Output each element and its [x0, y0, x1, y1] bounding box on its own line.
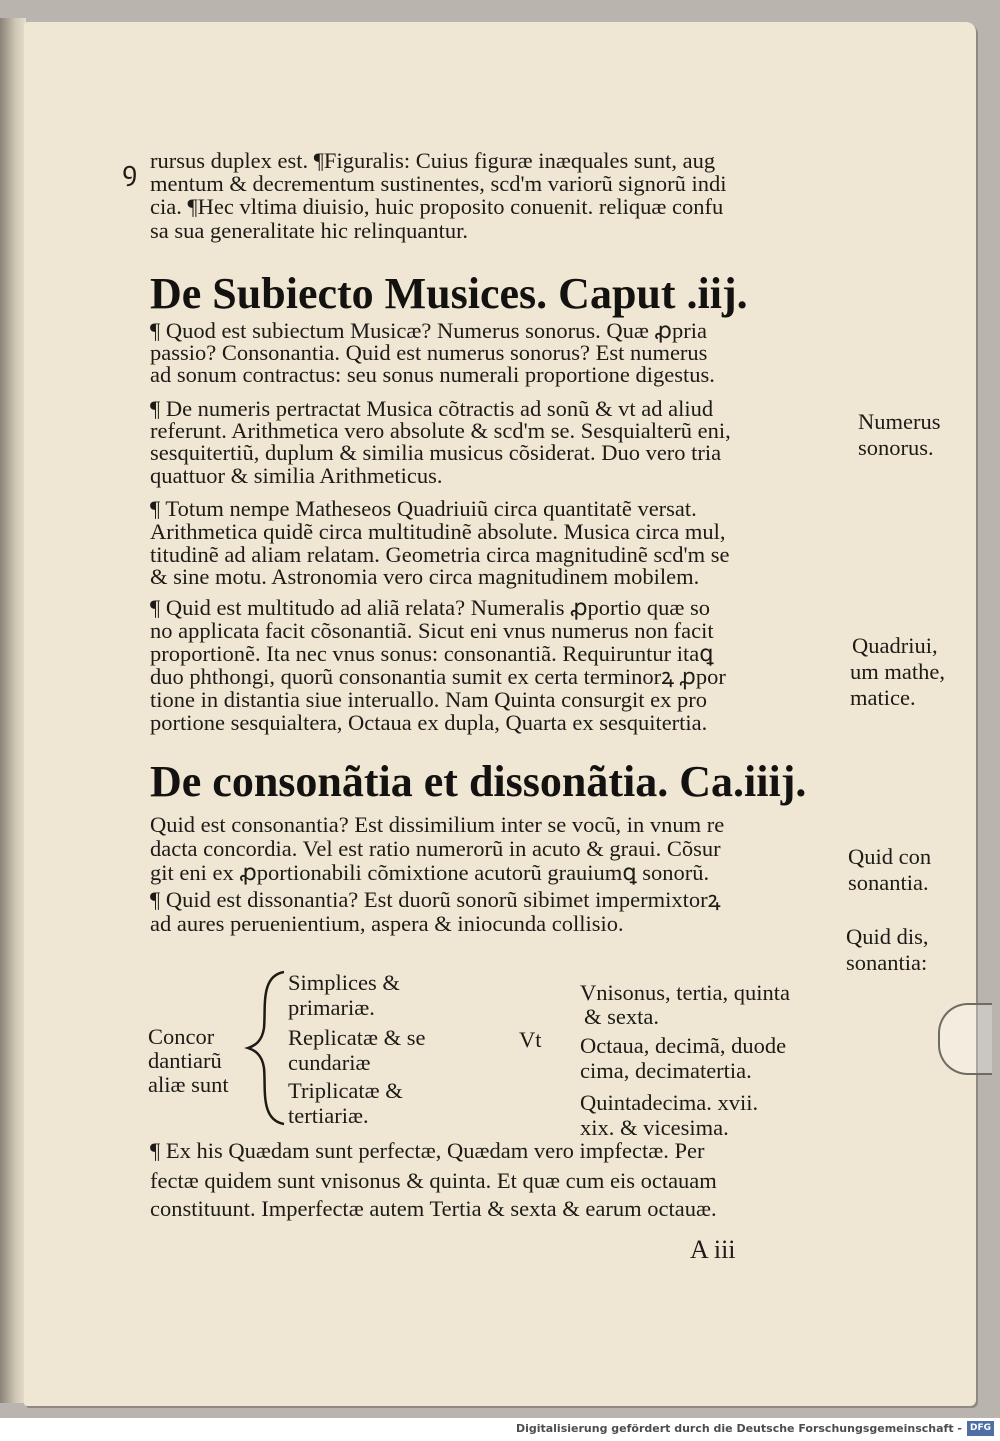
- margin-quadriuium-1: Quadriui,: [852, 633, 938, 658]
- s1-line-4: ¶ De numeris pertractat Musica cõtractis ad sonũ & vt ad aliud: [150, 396, 714, 421]
- table-right-3: Octaua, decimã, duode: [580, 1033, 787, 1058]
- table-vt: Vt: [519, 1027, 542, 1052]
- s3-line-2: fectæ quidem sunt vnisonus & quinta. Et quæ cum eis octauam: [150, 1168, 717, 1193]
- s1-line-10: titudinẽ ad aliam relatam. Geometria circa magnitudinẽ scd'm se: [150, 542, 730, 567]
- s2-line-5: ad aures peruenientium, aspera & iniocunda collisio.: [150, 911, 624, 936]
- chapter-heading-3: De Subiecto Musices. Caput .iij.: [150, 269, 748, 318]
- s1-line-17: portione sesquialtera, Octaua ex dupla, Quarta ex sesquitertia.: [150, 710, 708, 735]
- s2-line-3: git eni ex ꝓportionabili cõmixtione acutorũ grauiumꝗ sonorũ.: [150, 860, 710, 885]
- table-left-3: aliæ sunt: [148, 1072, 229, 1097]
- footer-bar: [0, 1418, 1000, 1441]
- top-left-mark: ꝯ: [122, 157, 138, 186]
- page-clip: [938, 1003, 992, 1075]
- page-signature: A iii: [690, 1235, 736, 1264]
- table-left-2: dantiarũ: [148, 1048, 222, 1073]
- s1-line-1: ¶ Quod est subiectum Musicæ? Numerus sonorus. Quæ ꝓpria: [150, 318, 707, 343]
- table-mid-6: tertiariæ.: [288, 1103, 369, 1128]
- margin-consonantia-2: sonantia.: [848, 870, 929, 895]
- table-right-1: Vnisonus, tertia, quinta: [580, 980, 790, 1005]
- top-line-1: rursus duplex est. ¶Figuralis: Cuius figuræ inæquales sunt, aug: [150, 148, 716, 173]
- footer-credit: Digitalisierung gefördert durch die Deutsche Forschungsgemeinschaft -: [515, 1422, 962, 1435]
- table-mid-1: Simplices &: [288, 970, 400, 995]
- s2-line-2: dacta concordia. Vel est ratio numerorũ in acuto & graui. Cõsur: [150, 836, 721, 861]
- dfg-logo: DFG: [967, 1421, 994, 1436]
- margin-quadriuium-2: um mathe,: [850, 659, 945, 684]
- table-right-2: & sexta.: [584, 1004, 659, 1029]
- s1-line-13: no applicata facit cõsonantiã. Sicut eni vnus numerus non facit: [150, 618, 714, 643]
- chapter-heading-4: De consonãtia et dissonãtia. Ca.iiij.: [150, 757, 807, 806]
- top-line-3: cia. ¶Hec vltima diuisio, huic proposito conuenit. reliquæ confu: [150, 194, 724, 219]
- s2-line-1: Quid est consonantia? Est dissimilium inter se vocũ, in vnum re: [150, 812, 725, 837]
- margin-dissonantia-1: Quid dis,: [846, 924, 929, 949]
- s1-line-7: quattuor & similia Arithmeticus.: [150, 463, 443, 488]
- s1-line-5: referunt. Arithmetica vero absolute & scd'm se. Sesquialterũ eni,: [150, 418, 731, 443]
- s1-line-15: duo phthongi, quorũ consonantia sumit ex certa terminorꝝ ꝓpor: [150, 664, 726, 689]
- s1-line-8: ¶ Totum nempe Matheseos Quadriuiũ circa quantitatẽ versat.: [150, 496, 697, 521]
- table-left-1: Concor: [148, 1024, 215, 1049]
- s1-line-14: proportionẽ. Ita nec vnus sonus: consonantiã. Requiruntur itaꝗ: [150, 641, 714, 666]
- margin-numerus-1: Numerus: [858, 409, 941, 434]
- left-brace: [244, 968, 288, 1128]
- top-line-2: mentum & decrementum sustinentes, scd'm variorũ signorũ indi: [150, 171, 727, 196]
- s1-line-6: sesquitertiũ, duplum & similia musicus cõsiderat. Duo vero tria: [150, 440, 722, 465]
- s1-line-9: Arithmetica quidẽ circa multitudinẽ absolute. Musica circa mul,: [150, 519, 726, 544]
- s3-line-1: ¶ Ex his Quædam sunt perfectæ, Quædam vero impfectæ. Per: [150, 1138, 705, 1163]
- s1-line-16: tione in distantia siue interuallo. Nam Quinta consurgit ex pro: [150, 687, 707, 712]
- top-line-4: sa sua generalitate hic relinquantur.: [150, 218, 468, 243]
- s3-line-3: constituunt. Imperfectæ autem Tertia & sexta & earum octauæ.: [150, 1196, 717, 1221]
- table-mid-3: Replicatæ & se: [288, 1025, 426, 1050]
- table-right-6: xix. & vicesima.: [580, 1115, 729, 1140]
- table-right-5: Quintadecima. xvii.: [580, 1090, 759, 1115]
- table-right-4: cima, decimatertia.: [580, 1058, 752, 1083]
- margin-dissonantia-2: sonantia:: [846, 950, 928, 975]
- page-left-edge: [0, 18, 26, 1403]
- s1-line-3: ad sonum contractus: seu sonus numerali proportione digestus.: [150, 362, 715, 387]
- table-mid-2: primariæ.: [288, 995, 375, 1020]
- margin-quadriuium-3: matice.: [850, 685, 916, 710]
- s1-line-2: passio? Consonantia. Quid est numerus sonorus? Est numerus: [150, 340, 708, 365]
- s1-line-12: ¶ Quid est multitudo ad aliã relata? Numeralis ꝓportio quæ so: [150, 595, 711, 620]
- table-mid-5: Triplicatæ &: [288, 1078, 403, 1103]
- s1-line-11: & sine motu. Astronomia vero circa magnitudinem mobilem.: [150, 564, 700, 589]
- margin-consonantia-1: Quid con: [848, 844, 932, 869]
- table-mid-4: cundariæ: [288, 1050, 371, 1075]
- s2-line-4: ¶ Quid est dissonantia? Est duorũ sonorũ sibimet impermixtorꝝ: [150, 887, 721, 912]
- margin-numerus-2: sonorus.: [858, 435, 934, 460]
